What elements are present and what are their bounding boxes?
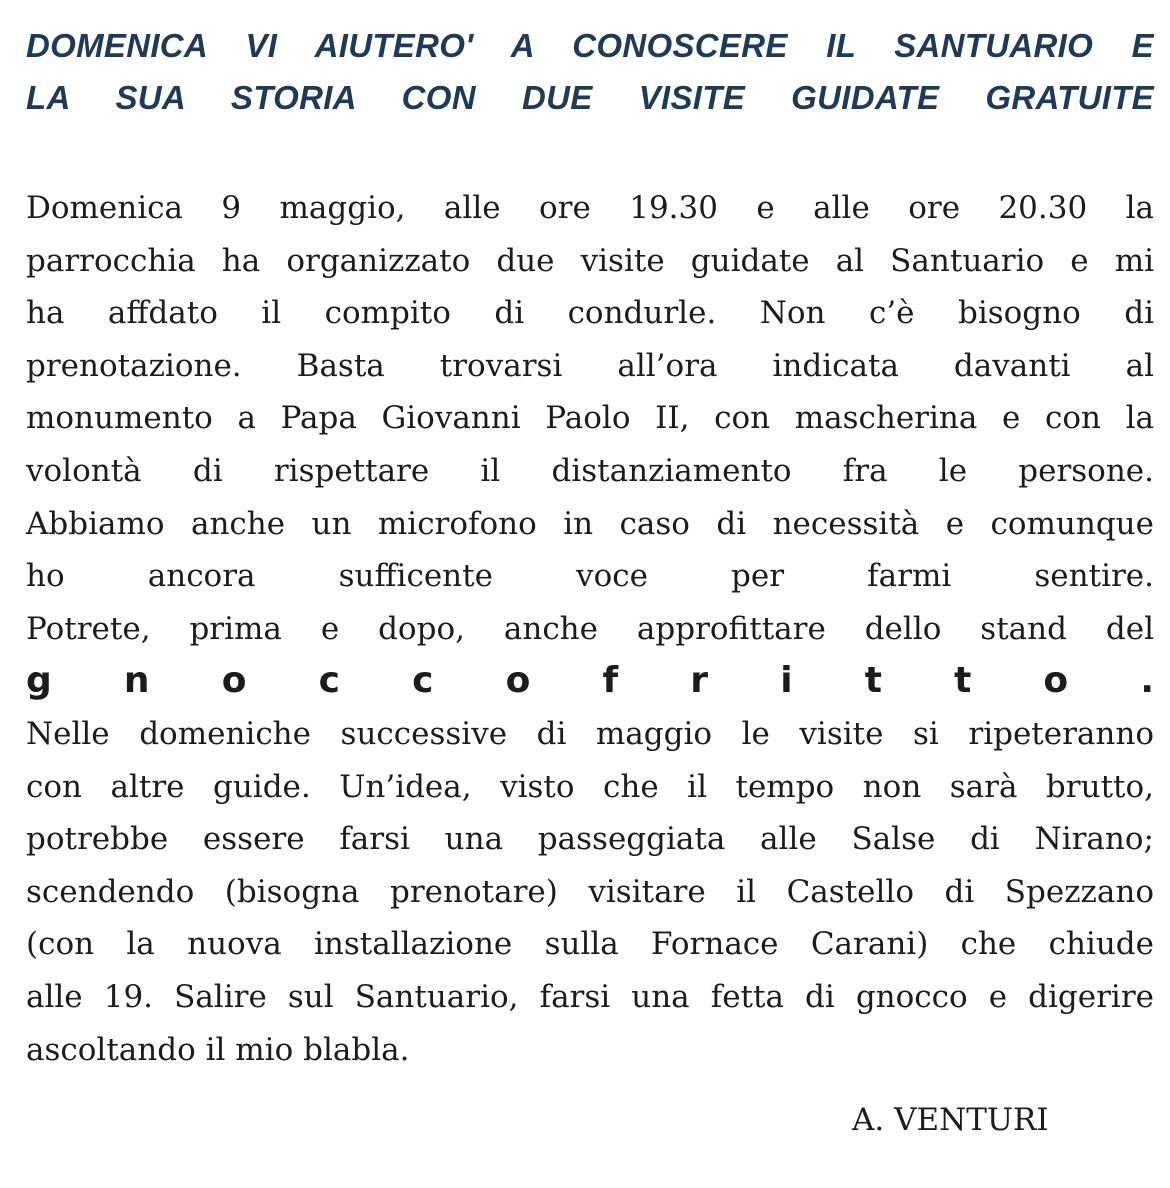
body-line: prenotazione. Basta trovarsi all’ora indicata davanti al (26, 347, 1154, 384)
body-line: alle 19. Salire sul Santuario, farsi una fetta di gnocco e digerire (26, 978, 1154, 1015)
headline-line: LA SUA STORIA CON DUE VISITE GUIDATE GRATUITE (26, 79, 1154, 116)
body-line: volontà di rispettare il distanziamento fra le persone. (26, 452, 1154, 489)
article (26, 20, 1154, 1076)
article-body (26, 182, 1154, 1076)
body-line: (con la nuova installazione sulla Fornace Carani) che chiude (26, 926, 1154, 963)
body-line: potrebbe essere farsi una passeggiata alle Salse di Nirano; (26, 821, 1154, 858)
body-line-emphasis: g n o c c o f r i t t o . (26, 660, 1154, 702)
body-line: ha affdato il compito di condurle. Non c’è bisogno di (26, 295, 1154, 332)
body-line: con altre guide. Un’idea, visto che il tempo non sarà brutto, (26, 768, 1154, 805)
body-line: Abbiamo anche un microfono in caso di necessità e comunque (26, 505, 1154, 542)
body-line: ascoltando il mio blabla. (26, 1031, 410, 1068)
headline (26, 20, 1154, 124)
body-line: Domenica 9 maggio, alle ore 19.30 e alle ore 20.30 la (26, 190, 1154, 226)
body-line: parrocchia ha organizzato due visite guidate al Santuario e mi (26, 242, 1154, 279)
body-line: monumento a Papa Giovanni Paolo II, con mascherina e con la (26, 400, 1154, 437)
body-line: Nelle domeniche successive di maggio le visite si ripeteranno (26, 715, 1154, 752)
signature: A. VENTURI (852, 1102, 1049, 1138)
body-line: scendendo (bisogna prenotare) visitare il Castello di Spezzano (26, 873, 1154, 910)
body-line: Potrete, prima e dopo, anche approfittare dello stand del (26, 610, 1154, 647)
body-line: ho ancora sufficente voce per farmi sentire. (26, 558, 1154, 595)
headline-line: DOMENICA VI AIUTERO' A CONOSCERE IL SANTUARIO E (26, 27, 1154, 64)
